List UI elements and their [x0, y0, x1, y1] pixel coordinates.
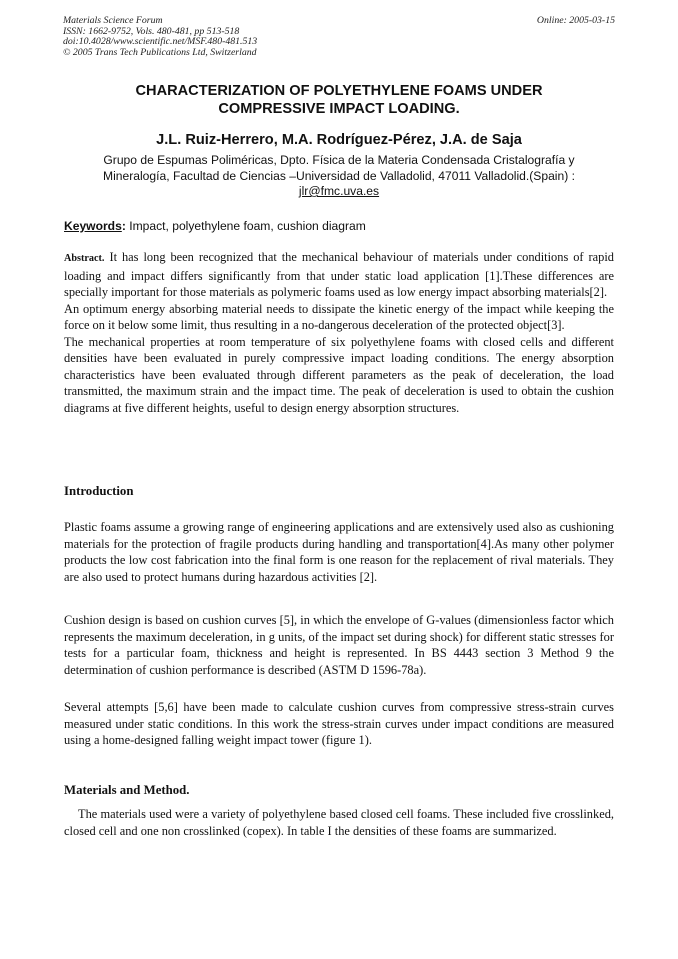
- journal-header: [63, 16, 257, 58]
- abstract-paragraph-1: It has long been recognized that the mechanical behaviour of materials under conditions of rapid loading and impact differs significantly from that under static load application [1].These differences are specially important for those materials as polymeric foams used as low energy impact absorbing materials[2].: [64, 250, 614, 299]
- doi-line: doi:10.4028/www.scientific.net/MSF.480-481.513: [63, 36, 258, 48]
- introduction-paragraph-3: [64, 699, 614, 749]
- affiliation-line-2: Mineralogía, Facultad de Ciencias –Universidad de Valladolid, 47011 Valladolid.(Spain) :: [103, 168, 575, 183]
- introduction-paragraph-1: [64, 519, 614, 585]
- introduction-paragraph-2: [64, 612, 614, 678]
- abstract-label: Abstract.: [64, 253, 105, 264]
- authors: J.L. Ruiz-Herrero, M.A. Rodríguez-Pérez, J.A. de Saja: [156, 132, 522, 148]
- materials-p1-text: The materials used were a variety of polyethylene based closed cell foams. These included five crosslinked, closed cell and one non crosslinked (copex). In table I the densities of these foams are summarized.: [64, 807, 614, 838]
- abstract-paragraph-2: An optimum energy absorbing material needs to dissipate the kinetic energy of the impact while keeping the force on it below some limit, thus resulting in a no-dangerous deceleration of the protected object[3].: [64, 301, 614, 332]
- abstract: [64, 249, 614, 416]
- affiliation-line-1: Grupo de Espumas Poliméricas, Dpto. Física de la Materia Condensada Cristalografía y: [103, 153, 575, 167]
- abstract-paragraph-3: The mechanical properties at room temperature of six polyethylene foams with closed cells and different densities have been evaluated in purely compressive impact loading conditions. The energy absorption characteristics have been evaluated through different parameters as the peak of deceleration, the load transmitted, the maximum strain and the impact time. The peak of deceleration is used to obtain the cushion diagrams at five different heights, useful to design energy absorption structures.: [64, 334, 614, 415]
- materials-paragraph-1: [64, 806, 614, 839]
- introduction-heading: Introduction: [64, 484, 134, 498]
- title-line-1: CHARACTERIZATION OF POLYETHYLENE FOAMS UNDER: [135, 83, 543, 99]
- intro-p3-text: Several attempts [5,6] have been made to calculate cushion curves from compressive stress-strain curves measured under static conditions. In this work the stress-strain curves under impact conditions are measured using a home-designed falling weight impact tower (figure 1).: [64, 700, 614, 747]
- intro-p1-text: Plastic foams assume a growing range of engineering applications and are extensively used also as cushioning materials for the protection of fragile products during handling and transportation[4].As many other polymer products the low cost fabrication into the final form is one reason for the replacement of rival materials. They are also used to protect humans during hazardous activities [2].: [64, 520, 614, 584]
- materials-heading: Materials and Method.: [64, 783, 190, 797]
- issn-line: ISSN: 1662-9752, Vols. 480-481, pp 513-518: [63, 25, 240, 37]
- online-date: Online: 2005-03-15: [536, 15, 615, 26]
- keywords-label: Keywords: [64, 219, 122, 233]
- email-link[interactable]: jlr@fmc.uva.es: [298, 184, 380, 198]
- title-line-2: COMPRESSIVE IMPACT LOADING.: [218, 101, 460, 117]
- keywords-text: Impact, polyethylene foam, cushion diagram: [125, 219, 366, 233]
- intro-p2-text: Cushion design is based on cushion curves [5], in which the envelope of G-values (dimensionless factor which represents the maximum deceleration, in g units, of the impact set during shock) for different static stresses for tests for a particular foam, thickness and height is represented. In BS 4443 section 3 Method 9 the determination of cushion performance is described (ASTM D 1596-78a).: [64, 613, 614, 677]
- journal-name: Materials Science Forum: [63, 15, 163, 26]
- copyright-line: © 2005 Trans Tech Publications Ltd, Switzerland: [63, 46, 257, 58]
- keywords: Keywords: Impact, polyethylene foam, cushion diagram: [64, 219, 366, 233]
- paper-title: [64, 82, 614, 118]
- affiliation: [64, 153, 614, 200]
